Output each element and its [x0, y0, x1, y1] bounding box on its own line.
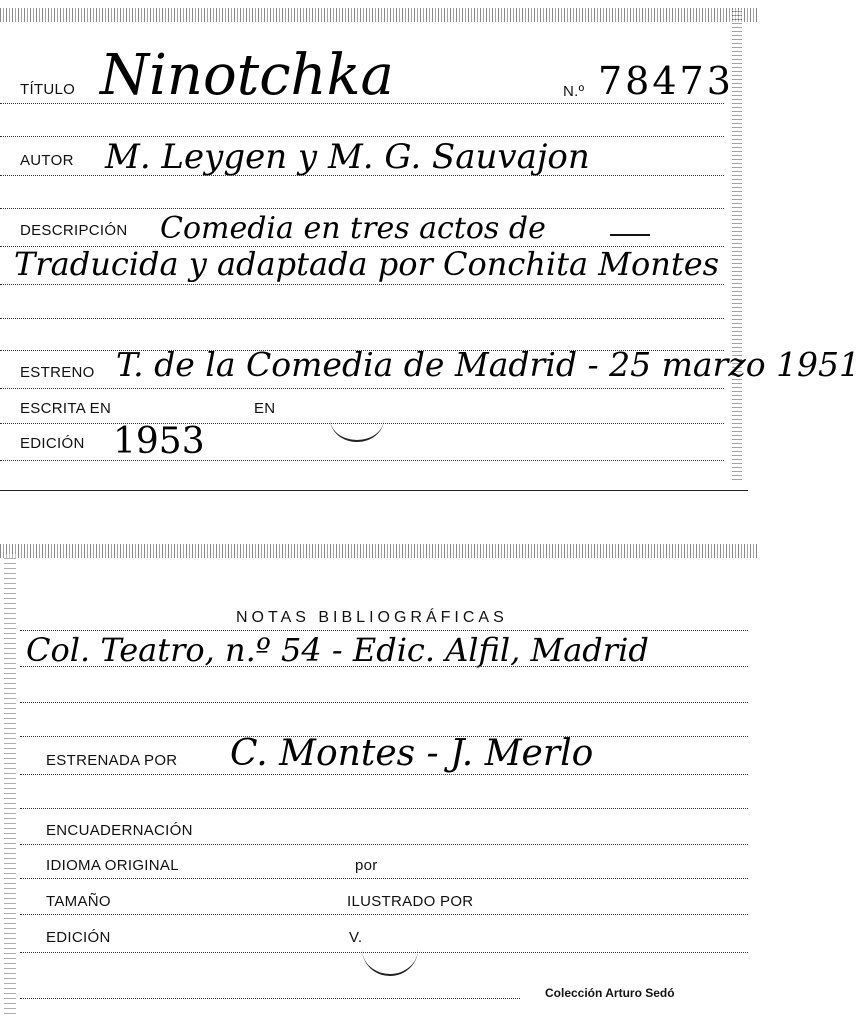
rule: [20, 952, 748, 953]
rule: [0, 460, 724, 461]
rule: [20, 998, 520, 999]
card-left-edge: [4, 554, 16, 1014]
estreno-value: T. de la Comedia de Madrid - 25 marzo 1951: [116, 345, 860, 384]
card-top-edge: [0, 544, 759, 558]
card-bottom-edge: [0, 490, 748, 491]
rule: [20, 774, 748, 775]
en-label: EN: [254, 400, 276, 417]
escrita-en-label: ESCRITA EN: [20, 400, 112, 417]
rule: [0, 318, 724, 319]
tamano-label: TAMAÑO: [46, 893, 111, 910]
notas-heading: NOTAS BIBLIOGRÁFICAS: [236, 609, 508, 626]
rule: [0, 284, 724, 285]
autor-value: M. Leygen y M. G. Sauvajon: [105, 137, 590, 177]
estrenada-por-value: C. Montes - J. Merlo: [230, 733, 594, 774]
notas-value: Col. Teatro, n.º 54 - Edic. Alfil, Madrid: [26, 631, 649, 669]
numero-label: N.º: [563, 83, 585, 100]
numero-value: 78473: [598, 59, 734, 103]
catalog-card-back: [0, 540, 759, 1028]
ilustrado-por-label: ILUSTRADO POR: [347, 893, 474, 910]
descripcion-line2: Traducida y adaptada por Conchita Montes: [14, 245, 720, 283]
por-label: por: [355, 857, 378, 874]
dash-mark: [610, 234, 650, 236]
descripcion-label: DESCRIPCIÓN: [20, 222, 128, 239]
punch-hole: [362, 922, 418, 976]
rule: [20, 702, 748, 703]
autor-label: AUTOR: [20, 152, 74, 169]
edicion-label: EDICIÓN: [20, 435, 85, 452]
rule: [0, 208, 724, 209]
rule: [20, 808, 748, 809]
rule: [0, 388, 724, 389]
rule: [0, 423, 724, 424]
encuadernacion-label: ENCUADERNACIÓN: [46, 822, 193, 839]
titulo-value: Ninotchka: [100, 43, 394, 108]
rule: [0, 175, 724, 176]
collection-footer: Colección Arturo Sedó: [545, 986, 675, 1000]
v-label: V.: [349, 929, 363, 946]
rule: [20, 878, 748, 879]
catalog-card-front: [0, 0, 860, 495]
edicion-value: 1953: [113, 421, 205, 462]
rule: [20, 666, 748, 667]
rule: [0, 103, 724, 104]
punch-hole: [330, 396, 384, 442]
estreno-label: ESTRENO: [20, 364, 95, 381]
estrenada-por-label: ESTRENADA POR: [46, 752, 178, 769]
card-top-edge: [0, 8, 759, 22]
edicion-label-back: EDICIÓN: [46, 929, 111, 946]
rule: [20, 844, 748, 845]
descripcion-line1: Comedia en tres actos de: [160, 211, 546, 246]
rule: [20, 914, 748, 915]
idioma-original-label: IDIOMA ORIGINAL: [46, 857, 179, 874]
titulo-label: TÍTULO: [20, 81, 76, 98]
